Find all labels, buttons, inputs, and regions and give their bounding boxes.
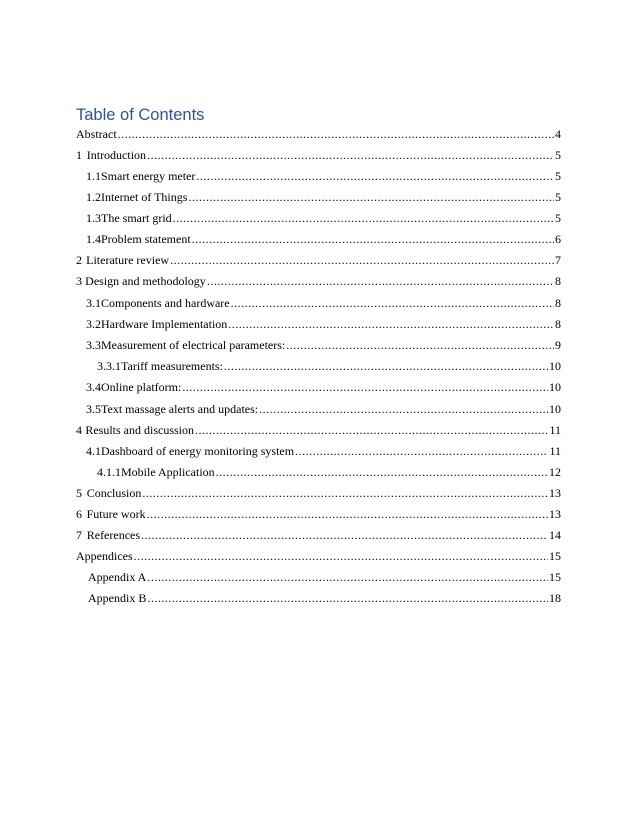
toc-entry[interactable] [76, 527, 561, 543]
dot-leader [141, 527, 548, 543]
toc-entry[interactable] [76, 569, 561, 585]
toc-entry-number: 1.1 [86, 169, 101, 183]
toc-entry-title: Appendix A [88, 570, 147, 584]
toc-entry[interactable] [76, 231, 561, 247]
toc-entry-page: 13 [549, 507, 561, 521]
toc-entry-number: 1.2 [86, 190, 101, 204]
dot-leader [207, 273, 554, 289]
toc-entry-number: 3.3 [86, 338, 101, 352]
toc-entry-page: 10 [549, 380, 561, 394]
dot-leader [192, 231, 554, 247]
toc-entry[interactable] [76, 337, 561, 353]
dot-leader [118, 126, 554, 142]
toc-entry[interactable] [76, 126, 561, 142]
toc-entry-page: 14 [549, 528, 561, 542]
toc-entry-number: 3.1 [86, 296, 101, 310]
toc-entry-page: 8 [555, 317, 561, 331]
toc-entry-page: 15 [549, 570, 561, 584]
toc-entry-title: Literature review [86, 253, 170, 267]
toc-entry-page: 8 [555, 274, 561, 288]
toc-entry-title: Text massage alerts and updates: [101, 402, 259, 416]
dot-leader [295, 443, 548, 459]
toc-entry-title: Tariff measurements: [121, 359, 223, 373]
toc-entry[interactable] [76, 506, 561, 522]
toc-entry-page: 6 [555, 232, 561, 246]
toc-entry-title: The smart grid [101, 211, 172, 225]
toc-entry-page: 18 [549, 591, 561, 605]
toc-entry-number: 3.2 [86, 317, 101, 331]
toc-entry-page: 11 [549, 444, 561, 458]
dot-leader [228, 316, 554, 332]
toc-entry[interactable] [76, 464, 561, 480]
toc-entry-number: 3.5 [86, 402, 101, 416]
toc-entry-title: Future work [86, 507, 146, 521]
toc-entry[interactable] [76, 548, 561, 564]
dot-leader [147, 506, 548, 522]
toc-entry-number: 7 [76, 528, 82, 542]
toc-entry-number: 4.1.1 [97, 465, 121, 479]
toc-entry[interactable] [76, 590, 561, 606]
dot-leader [147, 147, 554, 163]
toc-entry-number: 1.3 [86, 211, 101, 225]
toc-entry-title: Conclusion [86, 486, 142, 500]
dot-leader [170, 252, 554, 268]
dot-leader [173, 210, 554, 226]
toc-entry-title: Smart energy meter [101, 169, 196, 183]
dot-leader [259, 401, 548, 417]
toc-entry-title: Components and hardware [101, 296, 230, 310]
toc-entry-title: Results and discussion [85, 423, 194, 437]
dot-leader [134, 548, 548, 564]
toc-entry[interactable] [76, 252, 561, 268]
dot-leader [182, 379, 548, 395]
toc-entry-title: Abstract [76, 127, 117, 141]
toc-entry-title: Dashboard of energy monitoring system [101, 444, 295, 458]
toc-entry[interactable] [76, 273, 561, 289]
dot-leader [195, 422, 548, 438]
toc-entry[interactable] [76, 295, 561, 311]
toc-entry[interactable] [76, 147, 561, 163]
toc-entry-page: 5 [555, 169, 561, 183]
toc-entry-page: 13 [549, 486, 561, 500]
toc-entry-title: Problem statement [101, 232, 191, 246]
toc-entry-page: 10 [549, 359, 561, 373]
toc-entry-page: 5 [555, 190, 561, 204]
toc-entry-number: 4 [76, 423, 82, 437]
toc-entry[interactable] [76, 422, 561, 438]
dot-leader [216, 464, 548, 480]
toc-entry-page: 7 [555, 253, 561, 267]
toc-entry-number: 5 [76, 486, 82, 500]
toc-entry-page: 15 [549, 549, 561, 563]
toc-entry-title: Introduction [86, 148, 147, 162]
toc-entry-title: Hardware Implementation [101, 317, 228, 331]
toc-entry[interactable] [76, 168, 561, 184]
toc-entry[interactable] [76, 401, 561, 417]
dot-leader [147, 569, 548, 585]
toc-entry[interactable] [76, 189, 561, 205]
toc-entry-page: 9 [555, 338, 561, 352]
toc-entry-page: 11 [549, 423, 561, 437]
toc-entry-number: 6 [76, 507, 82, 521]
toc-entry-title: Online platform: [101, 380, 182, 394]
dot-leader [147, 590, 548, 606]
toc-entry-page: 10 [549, 402, 561, 416]
toc-entry-page: 5 [555, 211, 561, 225]
toc-entry-number: 4.1 [86, 444, 101, 458]
toc-entry-title: Appendices [76, 549, 133, 563]
toc-entry[interactable] [76, 358, 561, 374]
toc-entry-title: Mobile Application [121, 465, 215, 479]
toc-entry[interactable] [76, 443, 561, 459]
toc-entry-page: 12 [549, 465, 561, 479]
toc-entry-title: Internet of Things [101, 190, 188, 204]
toc-entry-page: 5 [555, 148, 561, 162]
toc-entry-number: 2 [76, 253, 82, 267]
toc-entry-title: Design and methodology [85, 274, 206, 288]
toc-entry-page: 8 [555, 296, 561, 310]
dot-leader [224, 358, 548, 374]
dot-leader [142, 485, 548, 501]
toc-heading: Table of Contents [76, 106, 205, 124]
toc-entry-number: 3.4 [86, 380, 101, 394]
dot-leader [286, 337, 554, 353]
toc-entry-title: Measurement of electrical parameters: [101, 338, 286, 352]
toc-entry-title: References [86, 528, 141, 542]
dot-leader [188, 189, 554, 205]
dot-leader [196, 168, 554, 184]
toc-entry-number: 1 [76, 148, 82, 162]
toc-entry[interactable] [76, 210, 561, 226]
toc-entry-page: 4 [555, 127, 561, 141]
toc-entry-number: 3.3.1 [97, 359, 121, 373]
dot-leader [231, 295, 554, 311]
toc-entry[interactable] [76, 379, 561, 395]
toc-entry-number: 3 [76, 274, 82, 288]
toc-entry-title: Appendix B [88, 591, 147, 605]
toc-entry-number: 1.4 [86, 232, 101, 246]
toc-entry[interactable] [76, 316, 561, 332]
toc-entry[interactable] [76, 485, 561, 501]
